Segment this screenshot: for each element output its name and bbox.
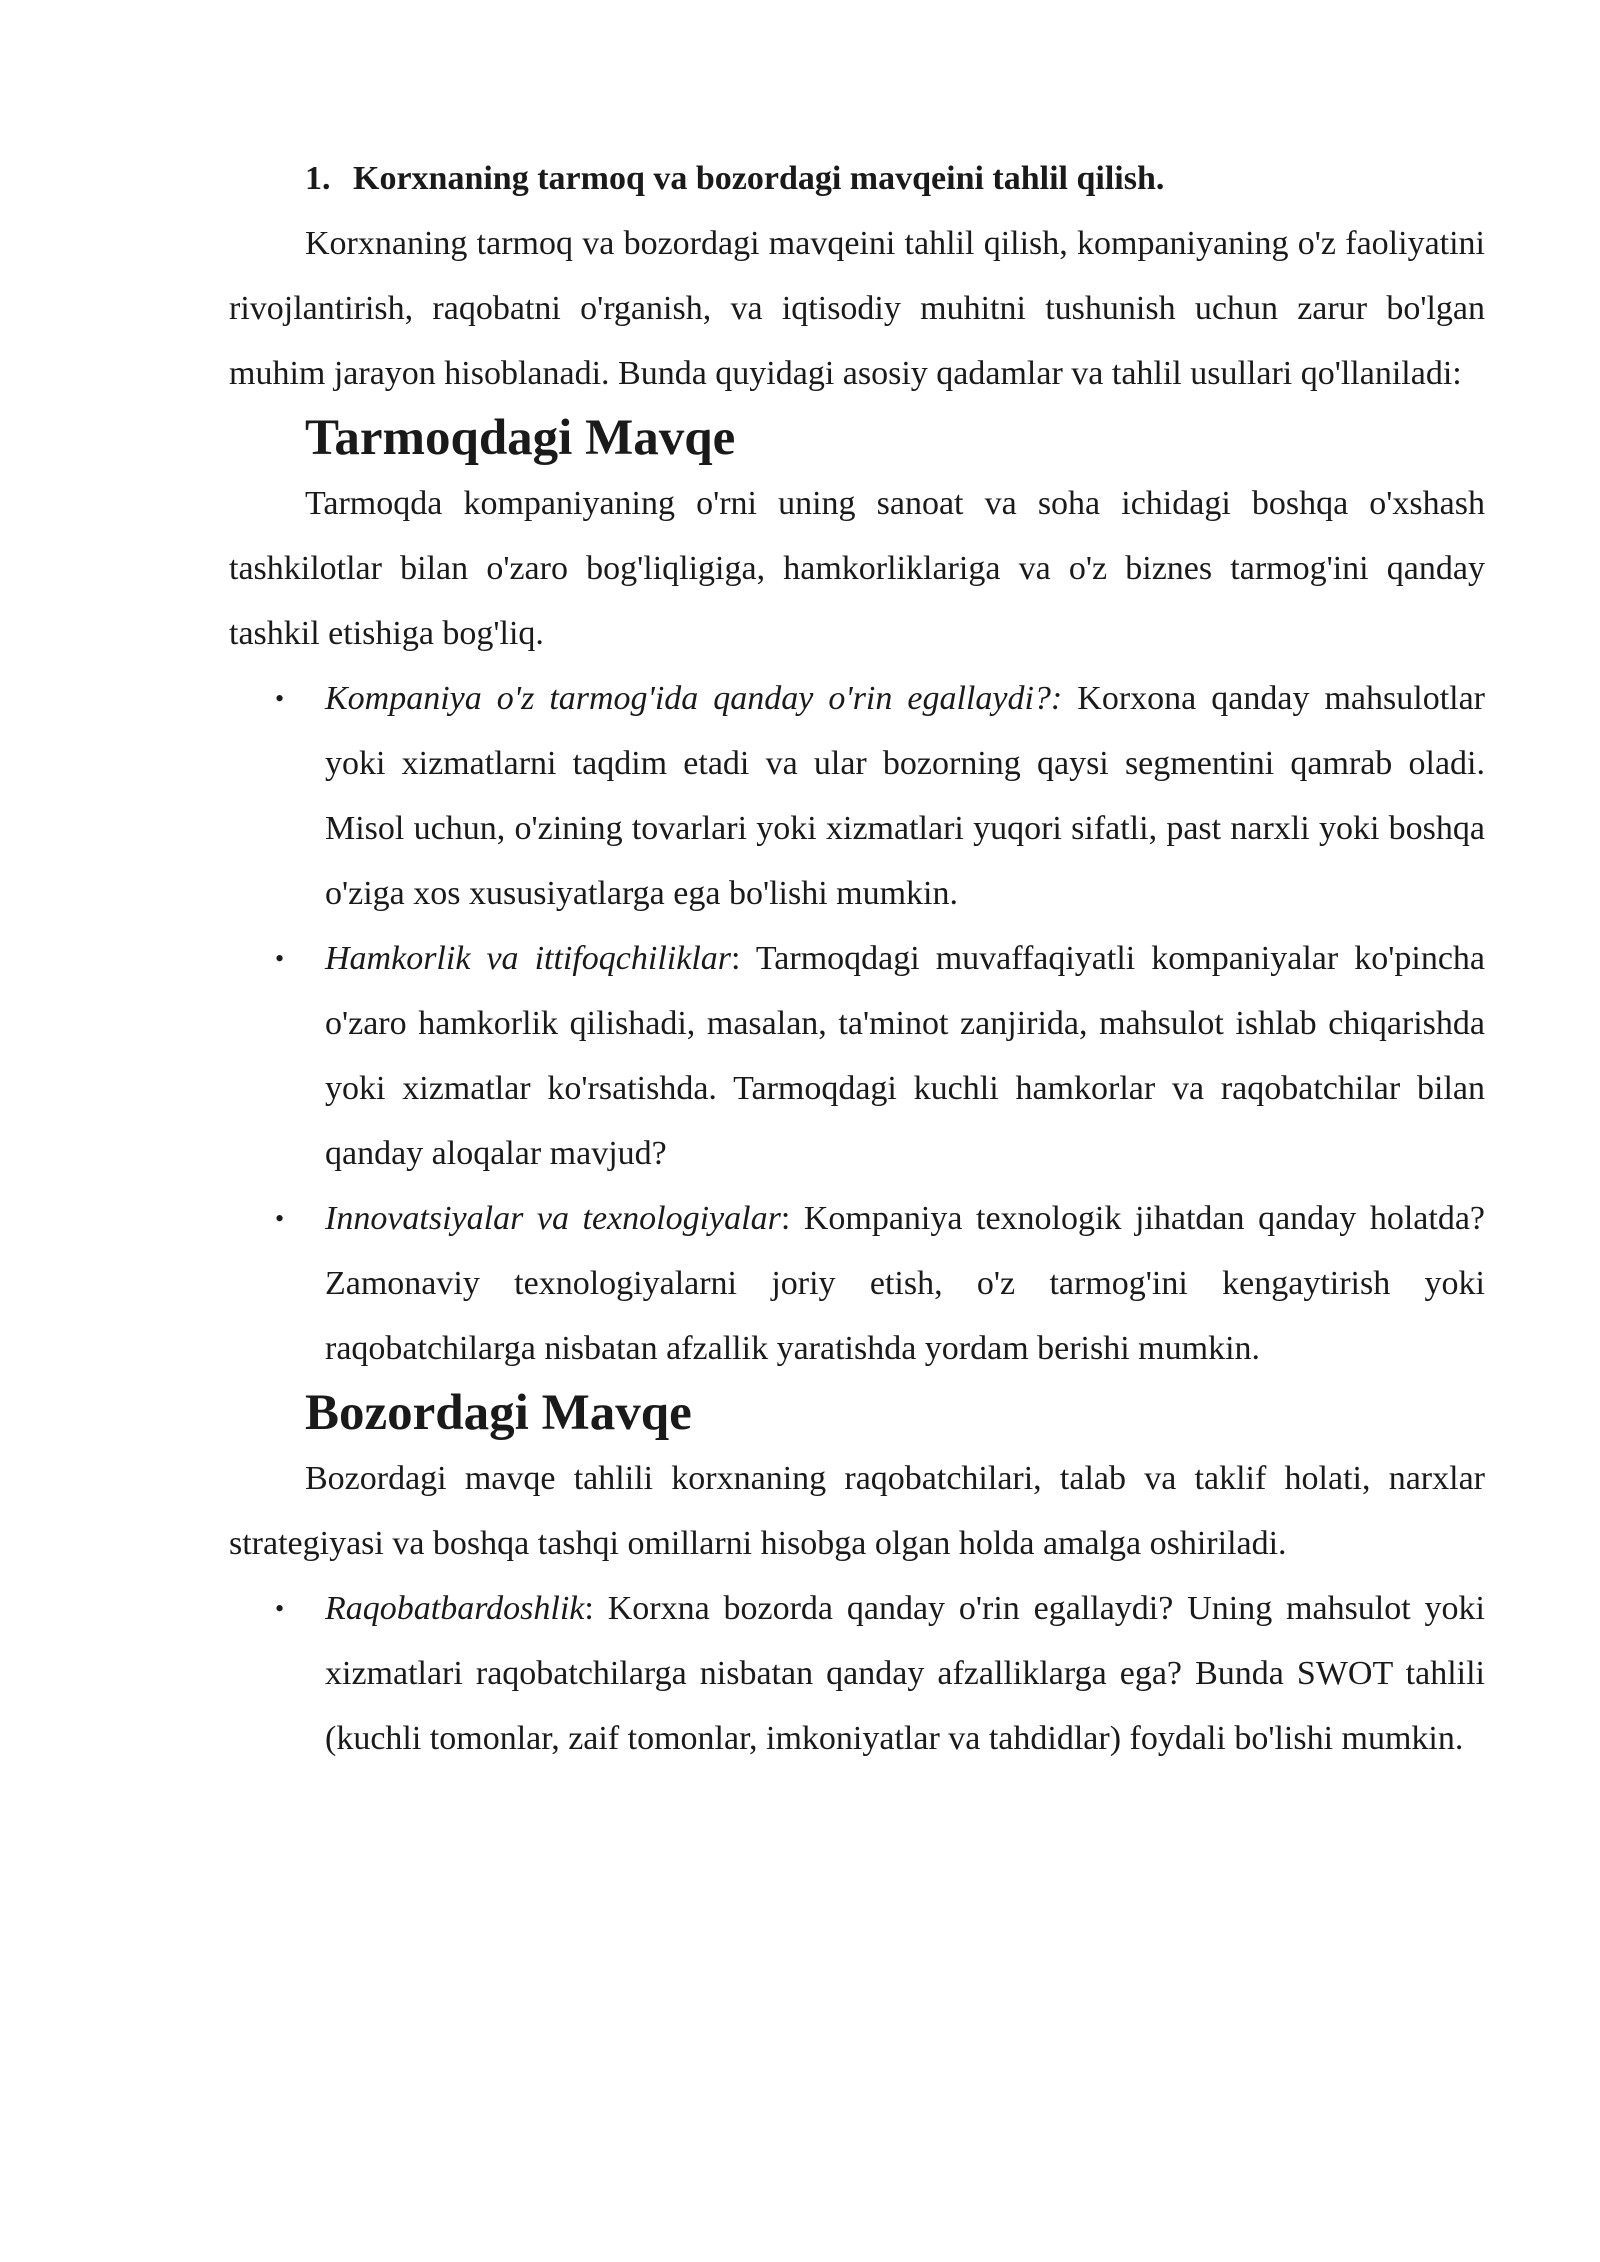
list-item-text: : Korxna bozorda qanday o'rin egallaydi? Uning mahsulot yoki xizmatlari raqobatchilarga nisbatan qanday afzalliklarga ega? Bunda SWOT tahlili (kuchli tomonlar, zaif tomonlar, imkoniyatlar va tahdidlar) foydali bo'lishi mumkin. (325, 1590, 1485, 1757)
list-item (229, 1576, 1485, 1771)
list-item-term: Hamkorlik va ittifoqchiliklar (325, 940, 732, 977)
section-heading (229, 146, 1485, 211)
list-item (229, 926, 1485, 1186)
list-item-term: Innovatsiyalar va texnologiyalar (325, 1200, 781, 1237)
bullet-icon: • (275, 684, 285, 713)
market-paragraph: Bozordagi mavqe tahlili korxnaning raqobatchilari, talab va taklif holati, narxlar strategiyasi va boshqa tashqi omillarni hisobga olgan holda amalga oshiriladi. (229, 1460, 1485, 1562)
section-title: Korxnaning tarmoq va bozordagi mavqeini tahlil qilish. (353, 160, 1165, 197)
list-item (229, 1186, 1485, 1381)
market-heading: Bozordagi Mavqe (305, 1385, 692, 1441)
document-body (229, 146, 1485, 1771)
list-item-text: : Kompaniya texnologik jihatdan qanday holatda? Zamonaviy texnologiyalarni joriy etish, o'z tarmog'ini kengaytirish yoki raqobatchilarga nisbatan afzallik yaratishda yordam berishi mumkin. (325, 1200, 1485, 1367)
list-item (229, 666, 1485, 926)
section-number: 1. (305, 160, 331, 197)
network-heading: Tarmoqdagi Mavqe (305, 410, 736, 466)
intro-paragraph: Korxnaning tarmoq va bozordagi mavqeini tahlil qilish, kompaniyaning o'z faoliyatini rivojlantirish, raqobatni o'rganish, va iqtisodiy muhitni tushunish uchun zarur bo'lgan muhim jarayon hisoblanadi. Bunda quyidagi asosiy qadamlar va tahlil usullari qo'llaniladi: (229, 225, 1485, 392)
list-item-term: Kompaniya o'z tarmog'ida qanday o'rin egallaydi?: (325, 680, 1063, 717)
network-paragraph: Tarmoqda kompaniyaning o'rni uning sanoat va soha ichidagi boshqa o'xshash tashkilotlar bilan o'zaro bog'liqligiga, hamkorliklariga va o'z biznes tarmog'ini qanday tashkil etishiga bog'liq. (229, 485, 1485, 652)
list-item-text: Korxona qanday mahsulotlar yoki xizmatlarni taqdim etadi va ular bozorning qaysi segmentini qamrab oladi. Misol uchun, o'zining tovarlari yoki xizmatlari yuqori sifatli, past narxli yoki boshqa o'ziga xos xususiyatlarga ega bo'lishi mumkin. (325, 680, 1486, 912)
bullet-icon: • (275, 944, 285, 973)
list-item-term: Raqobatbardoshlik (325, 1590, 585, 1627)
network-list (229, 666, 1485, 1381)
bullet-icon: • (275, 1204, 285, 1233)
market-list (229, 1576, 1485, 1771)
bullet-icon: • (275, 1594, 285, 1623)
list-item-text: : Tarmoqdagi muvaffaqiyatli kompaniyalar ko'pincha o'zaro hamkorlik qilishadi, masalan, ta'minot zanjirida, mahsulot ishlab chiqarishda yoki xizmatlar ko'rsatishda. Tarmoqdagi kuchli hamkorlar va raqobatchilar bilan qanday aloqalar mavjud? (325, 940, 1485, 1172)
